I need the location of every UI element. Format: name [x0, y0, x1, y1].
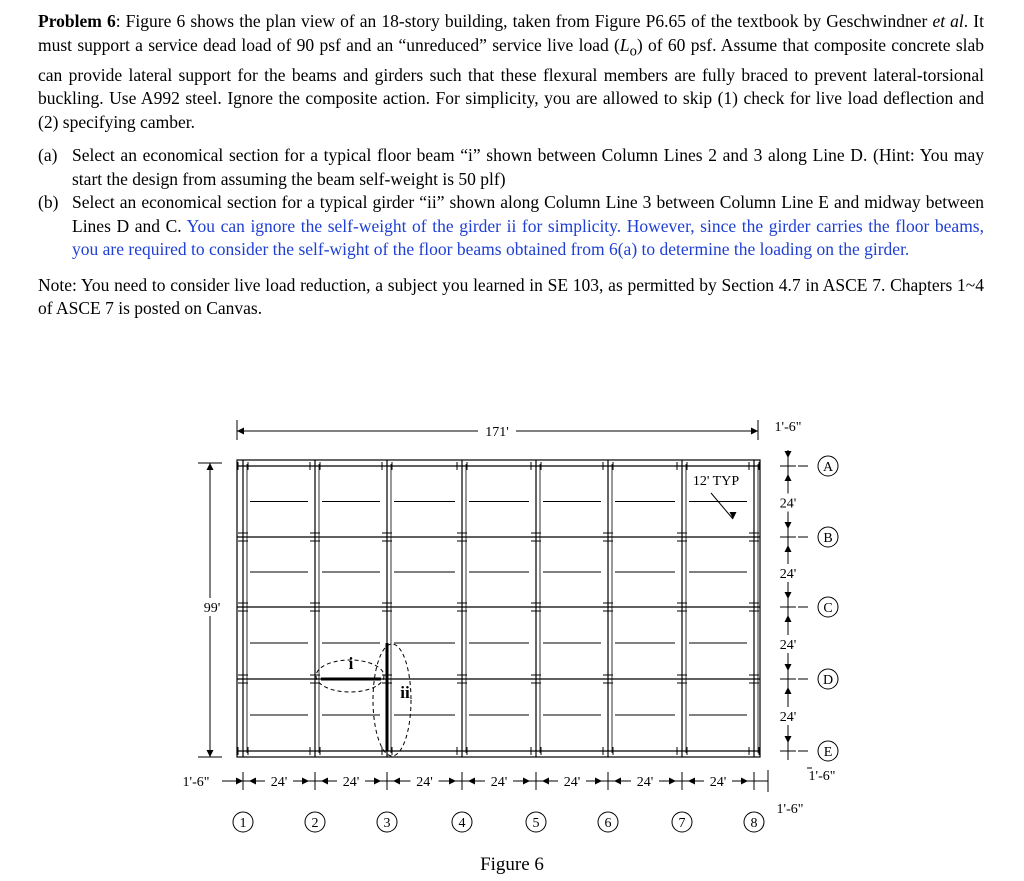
intro-text-3: ) of 60 psf. Assume that composite concrete slab can provide lateral support for the beams and girders such that these flexural members are fully braced to prevent lateral-torsional buckling. Use A992 steel. Ignore the composite action. For simplicity, you are allowed to skip (1) check for live load deflection and (2) specifying camber. [38, 34, 985, 132]
bay-width-label: 24' [709, 775, 727, 790]
bay-width-label: 24' [636, 775, 654, 790]
edge-right-bottom-label: 1'-6" [808, 769, 836, 784]
part-b-text: Select an economical section for a typical girder “ii” shown along Column Line 3 between Column Line E and midway between Lines D and C. [72, 192, 984, 236]
note: Note: You need to consider live load reduction, a subject you learned in SE 103, as permitted by Section 4.7 in ASCE 7. Chapters 1~4 of ASCE 7 is posted on Canvas. [38, 274, 984, 318]
dim-arrowhead [249, 778, 256, 785]
beam-i-label: i [348, 654, 354, 673]
dim-arrowhead [669, 778, 676, 785]
figure-caption: Figure 6 [480, 854, 544, 875]
dim-arrowhead [374, 778, 381, 785]
dim-arrowhead [207, 463, 214, 470]
part-a-text: Select an economical section for a typical floor beam “i” shown between Column Lines 2 and 3 along Line D. (Hint: You may start the design from assuming the beam self-weight is 50 plf) [72, 145, 984, 189]
et-al: et al [932, 11, 964, 31]
dim-arrowhead [468, 778, 475, 785]
row-label-e: E [823, 745, 833, 760]
bay-height-label: 24' [779, 710, 797, 725]
grid-labels [183, 420, 838, 832]
dim-arrowhead [785, 522, 792, 529]
column-label-2: 2 [311, 816, 319, 831]
dim-arrowhead [523, 778, 530, 785]
bay-width-label: 24' [270, 775, 288, 790]
bay-width-label: 24' [490, 775, 508, 790]
dim-arrowhead [614, 778, 621, 785]
part-b-tag: (b) [38, 192, 59, 212]
column-label-7: 7 [678, 816, 686, 831]
dim-arrowhead [595, 778, 602, 785]
bay-height-label: 24' [779, 567, 797, 582]
dim-arrowhead [688, 778, 695, 785]
row-label-c: C [823, 601, 833, 616]
intro-text-2: . It must support a service dead load of 90 psf and an “unreduced” service live load ( [38, 11, 984, 55]
dim-arrowhead [302, 778, 309, 785]
live-load-subscript: o [629, 43, 637, 59]
part-a-tag: (a) [38, 145, 58, 165]
callouts [316, 474, 739, 756]
edge-bottom-right-label: 1'-6" [776, 802, 804, 817]
dim-arrowhead [321, 778, 328, 785]
structural-grid [237, 460, 760, 757]
column-label-1: 1 [239, 816, 247, 831]
column-label-5: 5 [532, 816, 540, 831]
dim-arrowhead [785, 592, 792, 599]
row-label-d: D [822, 673, 834, 688]
overall-width-label: 171' [485, 425, 509, 440]
column-label-3: 3 [383, 816, 391, 831]
typ-leader [711, 493, 733, 519]
dim-arrowhead [449, 778, 456, 785]
column-label-4: 4 [458, 816, 466, 831]
edge-top-label: 1'-6" [774, 420, 802, 435]
edge-left-label: 1'-6" [182, 775, 210, 790]
bay-height-label: 24' [779, 638, 797, 653]
dim-arrowhead [785, 451, 792, 458]
column-label-8: 8 [750, 816, 758, 831]
bay-height-label: 24' [779, 496, 797, 512]
dim-arrowhead [785, 687, 792, 694]
part-b-blue-text: You can ignore the self-weight of the girder ii for simplicity. However, since the girder carries the floor beams, you are required to consider the self-wight of the floor beams obtained from 6(a) to determine the loading on the girder. [72, 215, 984, 259]
intro-text-1: : Figure 6 shows the plan view of an 18-story building, taken from Figure P6.65 of the textbook by Geschwindner [115, 11, 933, 31]
live-load-symbol: L [619, 34, 630, 55]
row-label-a: A [822, 460, 834, 475]
dim-arrowhead [542, 778, 549, 785]
dim-arrowhead [741, 778, 748, 785]
overall-height-label: 99' [203, 601, 221, 616]
dim-arrowhead [785, 664, 792, 671]
dim-arrowhead [785, 474, 792, 481]
bay-width-label: 24' [563, 775, 581, 790]
dim-arrowhead [236, 778, 243, 785]
dim-arrowhead [785, 545, 792, 552]
dim-arrowhead [393, 778, 400, 785]
dim-arrowhead [785, 615, 792, 622]
dim-arrowhead [751, 428, 758, 435]
row-label-b: B [823, 531, 833, 546]
typ-spacing-note: 12' TYP [692, 474, 740, 489]
bay-width-label: 24' [342, 775, 360, 790]
dim-arrowhead [237, 428, 244, 435]
bay-width-label: 24' [416, 775, 433, 790]
column-label-6: 6 [604, 816, 612, 831]
dim-arrowhead [207, 750, 214, 757]
girder-ii-label: ii [400, 683, 410, 702]
problem-title: Problem 6 [38, 11, 116, 31]
dim-arrowhead [785, 736, 792, 743]
